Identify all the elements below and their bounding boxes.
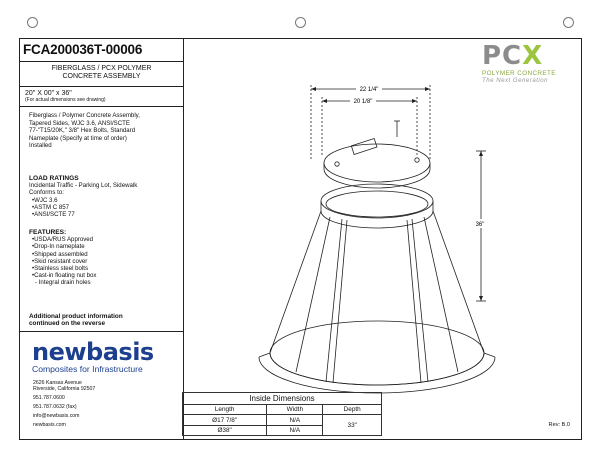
features-heading: FEATURES: <box>29 229 67 236</box>
width-cell: N/A <box>267 415 323 425</box>
subtitle-line: CONCRETE ASSEMBLY <box>62 73 141 80</box>
cover-top <box>324 144 430 182</box>
website-link[interactable]: newbasis.com <box>33 422 66 428</box>
address-line: 2626 Kansas Avenue <box>33 380 82 386</box>
binder-hole-left <box>27 17 38 28</box>
header-depth: Depth <box>323 405 382 415</box>
feature-item: • Cast-in floating nut box <box>32 272 183 279</box>
cover-bolt <box>415 158 419 162</box>
length-cell: Ø38" <box>183 425 267 435</box>
rib-line <box>424 217 458 372</box>
inside-dimensions-table <box>182 392 382 436</box>
pcx-mark-text: PC <box>482 41 523 71</box>
description-line: 77-"T15/20K," 3/8" Hex Bolts, Standard <box>29 127 136 135</box>
pcx-mark-x: X <box>522 41 544 71</box>
nameplate <box>351 138 377 154</box>
rib-line <box>296 217 330 372</box>
spec-sheet <box>19 38 582 440</box>
load-ratings-heading: LOAD RATINGS <box>29 175 79 182</box>
table-row <box>183 415 382 425</box>
header-length: Length <box>183 405 267 415</box>
body-outline <box>270 211 484 385</box>
size-block <box>20 87 183 107</box>
feature-subitem: - Integral drain holes <box>32 279 183 286</box>
features <box>20 229 183 307</box>
standard-item: • ANSI/SCTE 77 <box>32 211 183 218</box>
spec-column <box>20 39 184 439</box>
feature-item: • Skid resistant cover <box>32 258 183 265</box>
load-ratings-line: Conforms to: <box>29 189 64 197</box>
load-ratings-line: Incidental Traffic - Parking Lot, Sidewalk <box>29 182 138 190</box>
fax: 951.787.0632 (fax) <box>33 404 77 410</box>
ring-inner <box>326 191 428 217</box>
product-description <box>20 107 183 175</box>
contact-info <box>20 374 183 428</box>
standard-item: • ASTM C 857 <box>32 204 183 211</box>
rib-line <box>412 219 428 382</box>
address-line: Riverside, California 92507 <box>33 386 96 392</box>
phone: 951.787.0600 <box>33 395 65 401</box>
ring-edge <box>321 201 433 228</box>
size-note: (For actual dimensions see drawing) <box>25 97 106 103</box>
description-line: Installed <box>29 142 52 150</box>
rib-line <box>326 219 342 382</box>
assembly-drawing <box>184 39 582 394</box>
brand-name: newbasis <box>32 338 154 366</box>
part-number: FCA200036T-00006 <box>20 39 183 62</box>
dim-height-label: 36" <box>475 222 485 228</box>
size-value: 20" X 00" x 36" <box>25 90 72 97</box>
standard-item: • WJC 3.6 <box>32 197 183 204</box>
length-cell: Ø17 7/8" <box>183 415 267 425</box>
brand-tagline: Composites for Infrastructure <box>32 364 143 374</box>
inside-dimensions-title: Inside Dimensions <box>183 393 382 405</box>
feature-item: • Drop-In nameplate <box>32 243 183 250</box>
feature-item: • USDA/RUS Approved <box>32 236 183 243</box>
load-ratings <box>20 175 183 229</box>
depth-cell: 33" <box>323 415 382 436</box>
binder-hole-center <box>295 17 306 28</box>
revision-label: Rev: B.0 <box>548 422 570 428</box>
feature-item: • Stainless steel bolts <box>32 265 183 272</box>
description-line: Nameplate (Specify at time of order) <box>29 134 127 142</box>
pcx-line2: The Next Generation <box>482 77 549 84</box>
ring-top <box>321 184 433 218</box>
additional-info-line: continued on the reverse <box>29 320 105 327</box>
cover-bolt <box>335 162 339 166</box>
newbasis-logo <box>20 332 183 374</box>
description-line: Tapered Sides, WJC 3.6, ANSI/SCTE <box>29 119 130 127</box>
dim-outer-label: 22 1/4" <box>359 87 379 93</box>
subtitle-line: FIBERGLASS / PCX POLYMER <box>51 65 152 72</box>
product-subtitle <box>20 62 183 87</box>
email-link[interactable]: info@newbasis.com <box>33 413 80 419</box>
base-flange <box>259 357 495 393</box>
binder-hole-right <box>563 17 574 28</box>
pcx-line1: POLYMER CONCRETE <box>482 70 556 77</box>
base-flange-inner <box>270 321 484 385</box>
additional-info <box>20 307 183 332</box>
header-width: Width <box>267 405 323 415</box>
drawing-lines <box>259 85 495 393</box>
dim-inner-label: 20 1/8" <box>353 99 373 105</box>
width-cell: N/A <box>267 425 323 435</box>
description-line: Fiberglass / Polymer Concrete Assembly, <box>29 112 140 119</box>
additional-info-line: Additional product information <box>29 313 123 320</box>
feature-item: • Shipped assembled <box>32 251 183 258</box>
